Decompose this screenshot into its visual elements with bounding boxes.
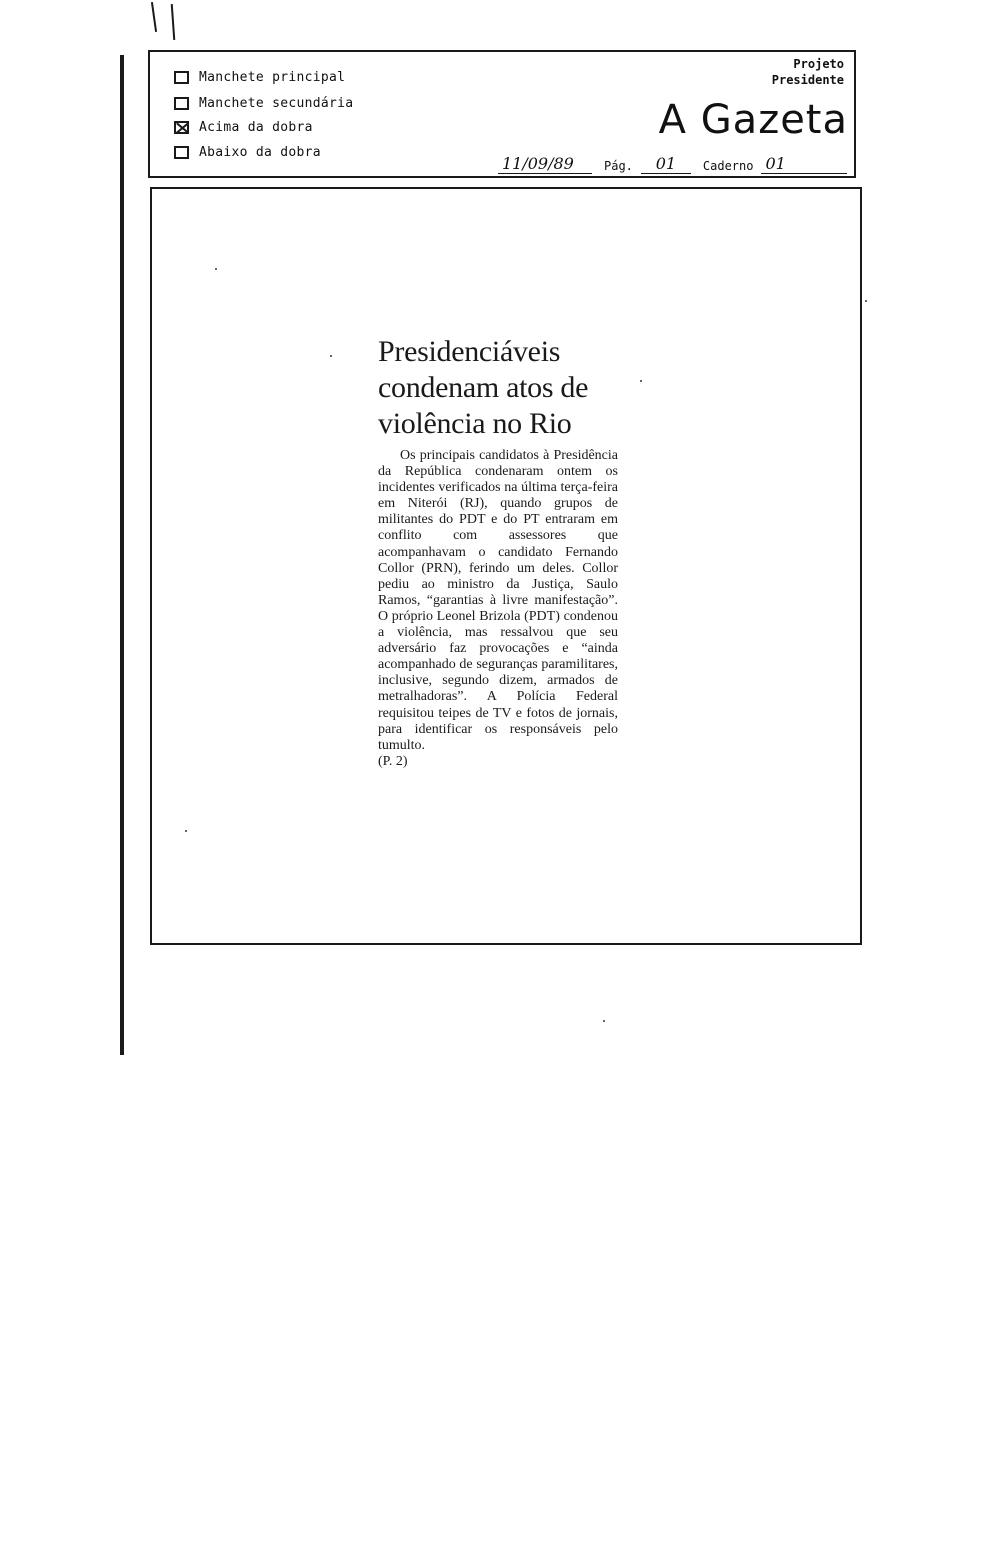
clipping-meta bbox=[498, 155, 847, 174]
scan-speck bbox=[185, 830, 187, 832]
clipping-date: 11/09/89 bbox=[498, 155, 592, 174]
page-number: 01 bbox=[641, 155, 691, 174]
checkbox-row-acima-da-dobra[interactable] bbox=[174, 120, 313, 135]
scan-speck bbox=[215, 268, 217, 270]
checkbox-label: Manchete principal bbox=[199, 70, 346, 85]
scan-edge-mark bbox=[171, 4, 176, 40]
scan-speck bbox=[865, 300, 867, 302]
page-label: Pág. bbox=[604, 159, 633, 173]
scan-speck bbox=[330, 355, 332, 357]
article-headline: Presidenciáveis condenam atos de violência no Rio bbox=[378, 335, 589, 440]
checkbox-row-manchete-principal[interactable] bbox=[174, 70, 345, 85]
clipping-frame bbox=[150, 187, 862, 945]
checkbox-row-manchete-secundaria[interactable] bbox=[174, 96, 353, 111]
checkbox[interactable] bbox=[174, 146, 189, 159]
checkbox[interactable] bbox=[174, 71, 189, 84]
section-number: 01 bbox=[761, 155, 847, 174]
project-label bbox=[772, 56, 844, 88]
scan-speck bbox=[640, 380, 642, 382]
project-line-1: Projeto bbox=[793, 57, 844, 71]
project-line-2: Presidente bbox=[771, 73, 844, 87]
checkbox-label: Acima da dobra bbox=[199, 120, 313, 135]
clipping-header bbox=[148, 50, 856, 178]
checkbox-checked[interactable] bbox=[174, 121, 189, 134]
article-page-reference: (P. 2) bbox=[378, 753, 408, 769]
checkbox[interactable] bbox=[174, 97, 189, 110]
section-label: Caderno bbox=[702, 159, 754, 173]
scan-edge-mark bbox=[151, 2, 157, 32]
news-article bbox=[378, 334, 618, 770]
checkbox-label: Manchete secundária bbox=[199, 96, 354, 111]
checkbox-label: Abaixo da dobra bbox=[199, 145, 321, 160]
checkbox-row-abaixo-da-dobra[interactable] bbox=[174, 145, 321, 160]
newspaper-masthead: A Gazeta bbox=[658, 97, 848, 143]
scan-edge-line bbox=[120, 55, 124, 1055]
scan-speck bbox=[603, 1020, 605, 1022]
article-body: Os principais candidatos à Presidência da República condenaram ontem os incidentes verificados na última terça-feira em Niterói (RJ), quando grupos de militantes do PDT e do PT entraram em conflito com assessores que acompanhavam o candidato Fernando Collor (PRN), ferindo um deles. Collor pediu ao ministro da Justiça, Saulo Ramos, “garantias à livre manifestação”. O próprio Leonel Brizola (PDT) condenou a violência, mas ressalvou que seu adversário faz provocações e “ainda acompanhado de seguranças paramilitares, inclusive, segundo dizem, armados de metralhadoras”. A Polícia Federal requisitou teipes de TV e fotos de jornais, para identificar os responsáveis pelo tumulto. bbox=[378, 448, 618, 753]
